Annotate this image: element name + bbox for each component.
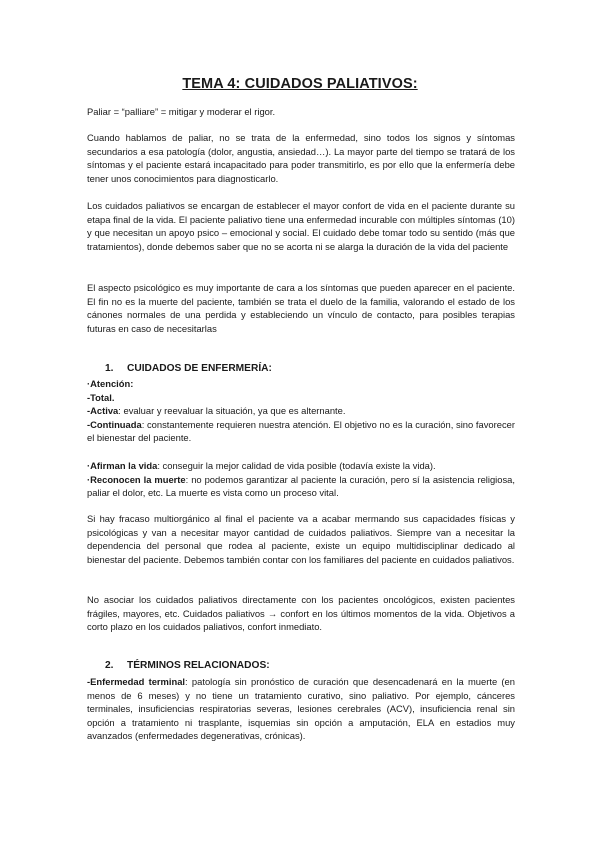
enfermedad-terminal-text: : patología sin pronóstico de curación que desencadenará en la muerte (en menos de 6 meses) y no tiene un tratamiento curativo, sino paliativo. Por ejemplo, cánceres terminales, insuficiencias respiratorias severas, lesiones cerebrales (ACV), insuficiencia renal sin opción a tratamiento ni trasplante, isquemias sin opción a amputación, ELA en estadios muy avanzados (enfermedades degenerativas, crónicas). [87, 676, 515, 741]
section-1-title: CUIDADOS DE ENFERMERÍA: [127, 363, 272, 374]
paliar-definition: Paliar = “palliare” = mitigar y moderar el rigor. [87, 106, 276, 117]
section-1-heading [105, 363, 272, 374]
no-asociar-paragraph: No asociar los cuidados paliativos directamente con los pacientes oncológicos, existen pacientes frágiles, mayores, etc. Cuidados paliativos → confort en los últimos momentos de la vida. Objetivos a corto plazo en los cuidados paliativos, confort inmediato. [87, 594, 515, 632]
intro-paragraph-2: Los cuidados paliativos se encargan de establecer el mayor confort de vida en el paciente durante su etapa final de la vida. El paciente paliativo tiene una enfermedad incurable con múltiples síntomas (10) y que necesitan un apoyo psico – emocional y social. El cuidado debe tomar todo su sentido (más que tratamientos), donde debemos saber que no se acorta ni se alarga la duración de la vida del paciente [87, 200, 515, 252]
reconocen-muerte-item: ·Reconocen la muerte: no podemos garantizar al paciente la curación, pero sí la asistencia religiosa, paliar el dolor, etc. La muerte es vista como un proceso vital. [87, 473, 515, 498]
fracaso-paragraph: Si hay fracaso multiorgánico al final el paciente va a acabar mermando sus capacidades físicas y psicológicas y van a necesitar mayor cantidad de cuidados paliativos. Siempre van a necesitar la dependencia del personal que rodea al paciente, existe un equipo multidisciplinar dedicado al bienestar del paciente. Debemos también contar con los familiares del paciente en cuidados paliativos. [87, 513, 515, 565]
section-2-heading [105, 660, 270, 671]
enfermedad-terminal-label: -Enfermedad terminal [87, 676, 186, 687]
atencion-list [87, 377, 515, 445]
atencion-label: ·Atención: [87, 378, 134, 389]
section-1-number: 1. [105, 363, 114, 374]
document-title: TEMA 4: CUIDADOS PALIATIVOS: [182, 76, 418, 92]
intro-paragraph-3: El aspecto psicológico es muy importante de cara a los síntomas que pueden aparecer en el paciente. El fin no es la muerte del paciente, también se trata el duelo de la familia, valorando el estado de los cánones normales de una perdida y estableciendo un vínculo de contacto, para posibles terapias futuras en caso de necesitarlas [87, 282, 515, 334]
enfermedad-terminal-paragraph [87, 675, 515, 743]
activa-item: -Activa: evaluar y reevaluar la situación, ya que es alternante. [87, 405, 346, 416]
section-2-number: 2. [105, 660, 114, 671]
continuada-item: -Continuada: constantemente requieren nuestra atención. El objetivo no es la curación, sino favorecer el bienestar del paciente. [87, 418, 515, 443]
section-2-title: TÉRMINOS RELACIONADOS: [127, 660, 270, 671]
total-item: -Total. [87, 391, 115, 403]
intro-paragraph-1: Cuando hablamos de paliar, no se trata de la enfermedad, sino todos los signos y síntomas secundarios a esa patología (dolor, angustia, ansiedad…). La mayor parte del tiempo se tratará de los síntomas y el paciente estará incapacitado para poder transmitirlo, es por ello que la enfermería debe tener unos conocimientos para diagnosticarlo. [87, 132, 515, 184]
afirman-vida-item: ·Afirman la vida: conseguir la mejor calidad de vida posible (todavía existe la vida). ·Reconocen la muerte: no podemos garantizar al paciente la curación, pero sí la asistencia religiosa, paliar el dolor, etc. La muerte es vista como un proceso vital. [87, 460, 515, 498]
